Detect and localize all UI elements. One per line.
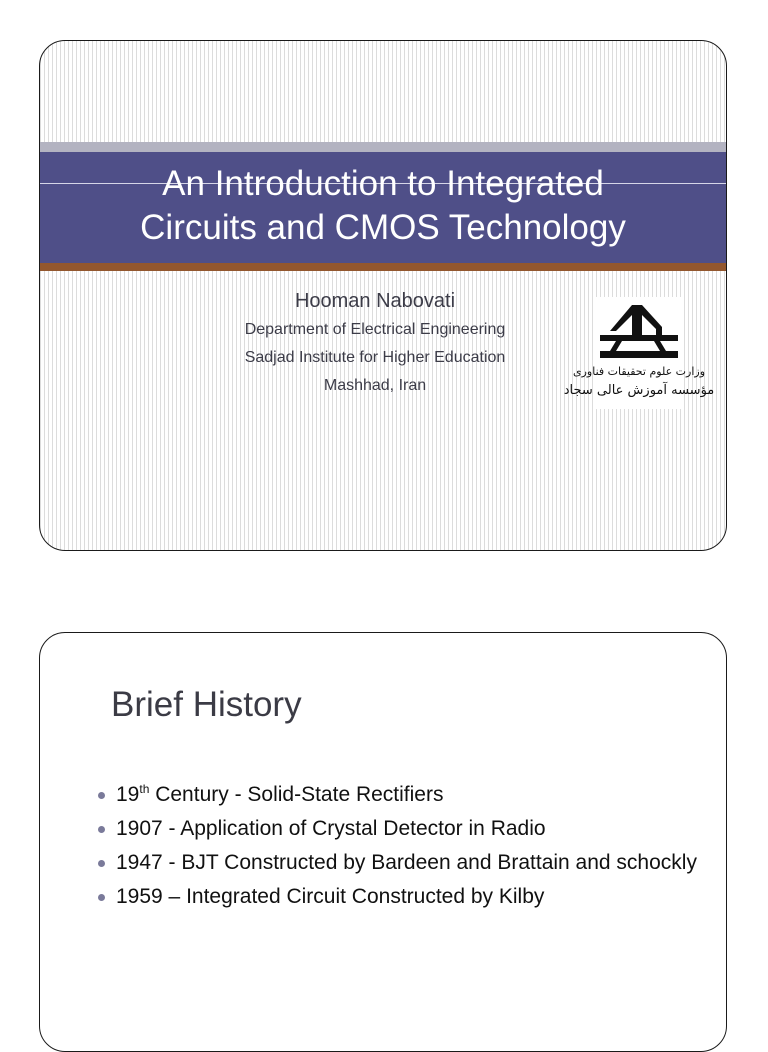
bullet-dot-icon xyxy=(98,894,105,901)
bullet-text: 1959 – Integrated Circuit Constructed by Kilby xyxy=(116,885,545,908)
slide-title-line-2: Circuits and CMOS Technology xyxy=(140,208,626,247)
slide-title-line-1: An Introduction to Integrated xyxy=(162,164,604,203)
title-slide xyxy=(39,40,727,551)
slide-heading: Brief History xyxy=(111,685,302,724)
bullet-text: 1947 - BJT Constructed by Bardeen and Brattain and schockly xyxy=(116,851,697,874)
bullet-item xyxy=(96,815,706,843)
bullet-dot-icon xyxy=(98,860,105,867)
author-block xyxy=(160,286,590,400)
bullet-text: Century - Solid-State Rectifiers xyxy=(149,783,444,806)
bullet-text: 1907 - Application of Crystal Detector in Radio xyxy=(116,817,546,840)
slide-title xyxy=(40,162,726,250)
bullet-prefix: 19 xyxy=(116,783,140,806)
author-name: Hooman Nabovati xyxy=(294,290,456,312)
author-department: Department of Electrical Engineering xyxy=(244,321,506,338)
history-slide xyxy=(39,632,727,1052)
bullet-item xyxy=(96,781,706,809)
institute-logo-icon xyxy=(563,297,715,409)
title-band xyxy=(40,152,726,263)
bullet-superscript: th xyxy=(139,782,150,796)
svg-text:مؤسسه آموزش عالی سجاد: مؤسسه آموزش عالی سجاد xyxy=(563,383,715,398)
bullet-dot-icon xyxy=(98,792,105,799)
bullet-item xyxy=(96,883,706,911)
svg-text:وزارت علوم تحقیقات فناوری: وزارت علوم تحقیقات فناوری xyxy=(572,365,706,378)
author-location: Mashhad, Iran xyxy=(323,377,427,394)
history-bullet-list xyxy=(96,781,706,917)
bullet-item xyxy=(96,849,706,877)
institute-logo xyxy=(563,297,715,409)
bullet-dot-icon xyxy=(98,826,105,833)
title-band-bottom-stripe xyxy=(40,263,726,271)
author-institute: Sadjad Institute for Higher Education xyxy=(244,349,506,366)
title-band-top-stripe xyxy=(40,142,726,152)
